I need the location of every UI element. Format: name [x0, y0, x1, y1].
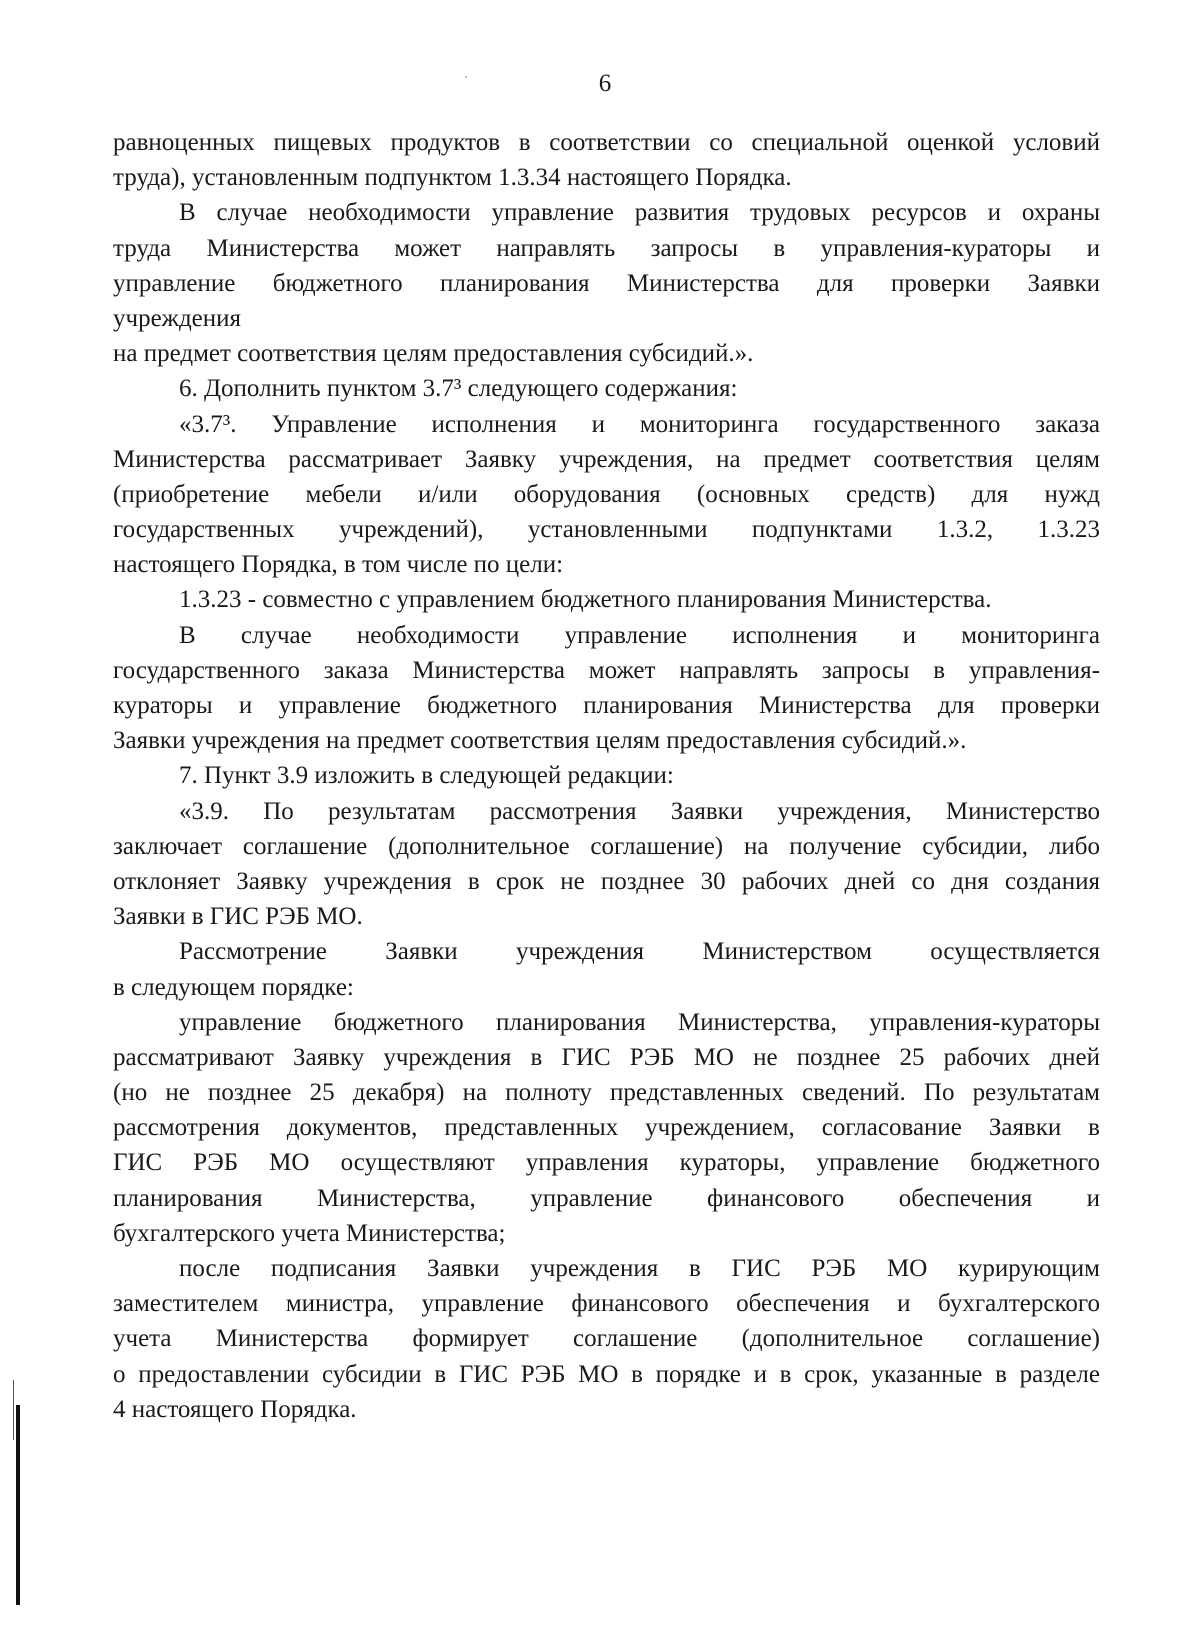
text-line: В случае необходимости управление исполнения и мониторинга: [179, 621, 1100, 649]
text-line: заключает соглашение (дополнительное соглашение) на получение субсидии, либо: [113, 832, 1100, 860]
text-line: заместителем министра, управление финансового обеспечения и бухгалтерского: [113, 1290, 1100, 1318]
text-line: 7. Пункт 3.9 изложить в следующей редакции:: [179, 762, 674, 790]
text-line: «3.7³. Управление исполнения и мониторинга государственного заказа: [179, 410, 1100, 438]
text-line: труда), установленным подпунктом 1.3.34 настоящего Порядка.: [113, 164, 792, 192]
text-line: государственного заказа Министерства может направлять запросы в управления-: [113, 656, 1100, 684]
text-line: управление бюджетного планирования Министерства, управления-кураторы: [179, 1008, 1100, 1036]
scan-edge-mark: [13, 1380, 14, 1440]
text-line: отклоняет Заявку учреждения в срок не позднее 30 рабочих дней со дня создания: [113, 867, 1100, 895]
text-line: равноценных пищевых продуктов в соответствии со специальной оценкой условий: [113, 129, 1100, 156]
page-number: 6: [598, 70, 612, 97]
text-line: 4 настоящего Порядка.: [113, 1395, 357, 1423]
text-line: (приобретение мебели и/или оборудования (основных средств) для нужд: [113, 480, 1100, 508]
text-line: Заявки в ГИС РЭБ МО.: [113, 903, 363, 931]
text-line: государственных учреждений), установленными подпунктами 1.3.2, 1.3.23: [113, 516, 1100, 544]
document-body: [113, 125, 1100, 1427]
text-line: «3.9. По результатам рассмотрения Заявки учреждения, Министерство: [179, 797, 1100, 825]
text-line: на предмет соответствия целям предоставления субсидий.».: [113, 340, 754, 368]
text-line: (но не позднее 25 декабря) на полноту представленных сведений. По результатам: [113, 1079, 1100, 1107]
text-line: рассматривают Заявку учреждения в ГИС РЭБ МО не позднее 25 рабочих дней: [113, 1043, 1100, 1071]
text-line: В случае необходимости управление развития трудовых ресурсов и охраны: [179, 199, 1100, 227]
text-line: Рассмотрение Заявки учреждения Министерством осуществляется: [179, 938, 1100, 966]
text-line: настоящего Порядка, в том числе по цели:: [113, 551, 564, 579]
text-line: в следующем порядке:: [113, 973, 354, 1001]
text-line: бухгалтерского учета Министерства;: [113, 1219, 506, 1247]
text-line: после подписания Заявки учреждения в ГИС РЭБ МО курирующим: [179, 1255, 1100, 1282]
text-line: ГИС РЭБ МО осуществляют управления кураторы, управление бюджетного: [113, 1149, 1100, 1177]
text-line: управление бюджетного планирования Министерства для проверки Заявки: [113, 269, 1100, 297]
text-line: учреждения: [113, 304, 242, 332]
scan-edge-mark: [16, 1405, 20, 1605]
text-line: кураторы и управление бюджетного планирования Министерства для проверки: [113, 692, 1100, 719]
text-line: 6. Дополнить пунктом 3.7³ следующего содержания:: [179, 375, 738, 403]
text-line: планирования Министерства, управление финансового обеспечения и: [113, 1184, 1100, 1212]
text-line: рассмотрения документов, представленных учреждением, согласование Заявки в: [113, 1114, 1100, 1142]
text-line: о предоставлении субсидии в ГИС РЭБ МО в порядке и в срок, указанные в разделе: [113, 1360, 1100, 1388]
text-line: учета Министерства формирует соглашение (дополнительное соглашение): [113, 1325, 1100, 1353]
text-line: 1.3.23 - совместно с управлением бюджетного планирования Министерства.: [179, 586, 992, 614]
text-line: Заявки учреждения на предмет соответствия целям предоставления субсидий.».: [113, 727, 967, 755]
text-line: труда Министерства может направлять запросы в управления-кураторы и: [113, 234, 1100, 262]
text-line: Министерства рассматривает Заявку учреждения, на предмет соответствия целям: [113, 445, 1100, 473]
